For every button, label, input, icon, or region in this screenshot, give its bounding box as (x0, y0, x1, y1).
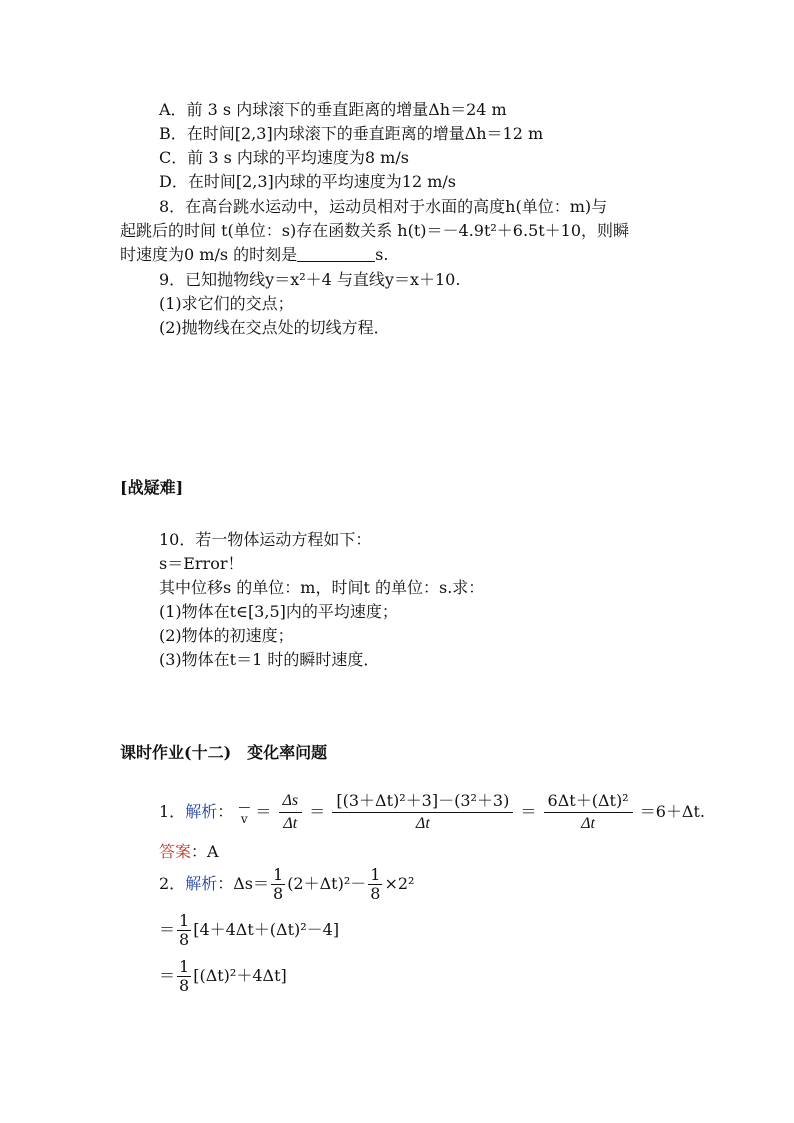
solution-2-expr-line-3: [(Δt)²＋4Δt] (193, 966, 287, 985)
fraction-numerator: 1 (273, 865, 284, 884)
option-b: B．在时间[2,3]内球滚下的垂直距离的增量Δh＝12 m (159, 124, 544, 143)
fraction-2-denominator: Δt (415, 815, 430, 832)
section-heading-hard: [战疑难] (120, 478, 184, 497)
option-c: C．前 3 s 内球的平均速度为8 m/s (159, 148, 409, 167)
solution-1-number: 1． (159, 802, 186, 821)
question-10-sub-2: (2)物体的初速度； (159, 626, 294, 645)
equals-sign: ＝ (255, 802, 272, 821)
equals-sign: ＝ (309, 802, 326, 821)
solution-2-line-3 (159, 958, 287, 995)
one-eighth-fraction (368, 866, 382, 903)
question-9-sub-1: (1)求它们的交点； (159, 294, 294, 313)
question-8-line-3-text: 时速度为0 m/s 的时刻是 (120, 245, 298, 264)
fraction-numerator: 1 (370, 865, 381, 884)
colon: ： (191, 842, 208, 861)
solution-2-expr-a: (2＋Δt)²－ (287, 874, 367, 893)
analysis-label: 解析 (185, 802, 218, 821)
question-10-sub-1: (1)物体在t∈[3,5]内的平均速度； (159, 602, 398, 621)
question-10-line-3: 其中位移s 的单位：m，时间t 的单位：s.求： (159, 578, 485, 597)
one-eighth-fraction (271, 866, 285, 903)
question-9-line-1: 9．已知抛物线y＝x²＋4 与直线y＝x＋10. (159, 270, 461, 289)
answer-blank[interactable] (297, 245, 375, 262)
equals-sign: ＝ (159, 920, 176, 939)
solution-2-number: 2． (159, 874, 186, 893)
fraction-numerator: 1 (179, 957, 190, 976)
one-eighth-fraction (177, 912, 191, 949)
fraction-1-numerator: Δs (279, 790, 303, 813)
analysis-label: 解析 (185, 874, 218, 893)
fraction-2 (332, 790, 513, 835)
delta-s-lhs: Δs＝ (233, 874, 269, 893)
option-d: D．在时间[2,3]内球的平均速度为12 m/s (159, 172, 456, 191)
question-8-line-1: 8．在高台跳水运动中，运动员相对于水面的高度h(单位：m)与 (159, 197, 608, 216)
fraction-2-numerator: [(3＋Δt)²＋3]－(3²＋3) (332, 790, 513, 813)
answer-value: A (207, 842, 219, 861)
fraction-1 (279, 790, 303, 835)
equals-sign: ＝ (520, 802, 537, 821)
question-8-line-2: 起跳后的时间 t(单位：s)存在函数关系 h(t)＝－4.9t²＋6.5t＋10，则瞬 (120, 221, 630, 240)
fraction-denominator: 8 (273, 884, 284, 903)
fraction-denominator: 8 (370, 884, 381, 903)
question-9-sub-2: (2)抛物线在交点处的切线方程． (159, 318, 390, 337)
fraction-3-numerator: 6Δt＋(Δt)² (544, 790, 633, 813)
colon: ： (217, 802, 234, 821)
question-8-unit: s. (375, 245, 389, 264)
velocity-letter: v (240, 811, 248, 826)
solution-1-result: ＝6＋Δt. (639, 802, 705, 821)
solution-1-line (159, 790, 705, 835)
solution-2-expr-line-2: [4＋4Δt＋(Δt)²－4] (193, 920, 340, 939)
fraction-1-denominator: Δt (283, 815, 298, 832)
option-a: A．前 3 s 内球滚下的垂直距离的增量Δh＝24 m (159, 100, 507, 119)
question-10-sub-3: (3)物体在t＝1 时的瞬时速度． (159, 650, 380, 669)
one-eighth-fraction (177, 958, 191, 995)
solution-2-expr-b: ×2² (384, 874, 415, 893)
equals-sign: ＝ (159, 966, 176, 985)
solution-2-line-2 (159, 912, 339, 949)
colon: ： (217, 874, 234, 893)
solution-2-line-1 (159, 866, 414, 903)
homework-title: 课时作业(十二) 变化率问题 (120, 743, 328, 762)
fraction-denominator: 8 (179, 930, 190, 949)
fraction-3 (544, 790, 633, 835)
mean-velocity-symbol: — v (238, 799, 251, 826)
answer-label: 答案 (159, 842, 192, 861)
fraction-numerator: 1 (179, 911, 190, 930)
question-10-line-2: s＝Error！ (159, 554, 244, 573)
solution-1-answer (159, 840, 219, 864)
question-10-line-1: 10．若一物体运动方程如下： (159, 530, 372, 549)
question-8-line-3 (120, 243, 388, 267)
fraction-denominator: 8 (179, 976, 190, 995)
fraction-3-denominator: Δt (581, 815, 595, 832)
